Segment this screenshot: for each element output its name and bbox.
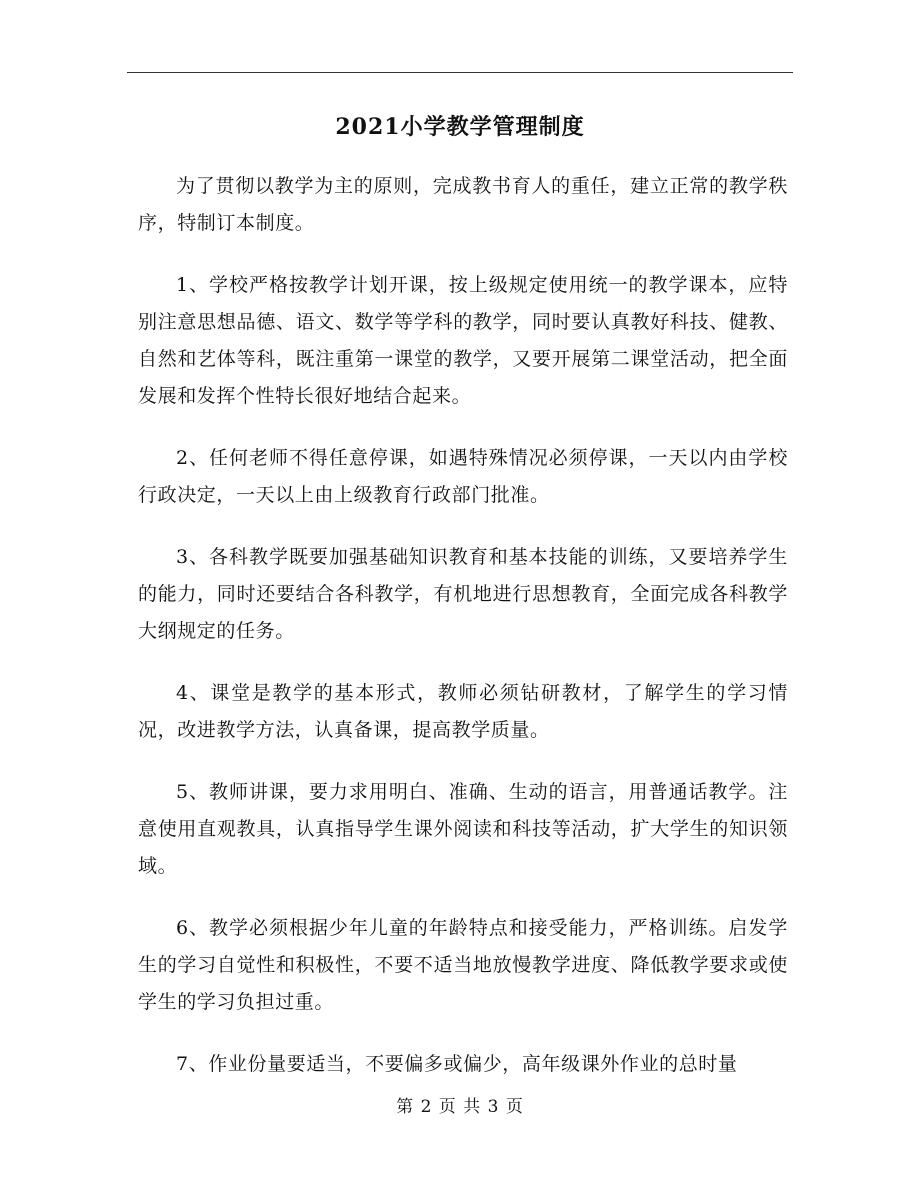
- page-footer: 第 2 页 共 3 页: [396, 1097, 524, 1117]
- paragraph-intro: 为了贯彻以教学为主的原则，完成教书育人的重任，建立正常的教学秩序，特制订本制度。: [138, 175, 788, 234]
- paragraph-rule-2: 2、任何老师不得任意停课，如遇特殊情况必须停课，一天以内由学校行政决定，一天以上由上级教育行政部门批准。: [138, 447, 788, 506]
- paragraph-rule-1: 1、学校严格按教学计划开课，按上级规定使用统一的教学课本，应特别注意思想品德、语文、数学等学科的教学，同时要认真教好科技、健教、自然和艺体等科，既注重第一课堂的教学，又要开展第二课堂活动，把全面发展和发挥个性特长很好地结合起来。: [138, 274, 788, 407]
- paragraph-rule-5: 5、教师讲课，要力求用明白、准确、生动的语言，用普通话教学。注意使用直观教具，认真指导学生课外阅读和科技等活动，扩大学生的知识领域。: [138, 781, 788, 877]
- paragraph-rule-4: 4、课堂是教学的基本形式，教师必须钻研教材，了解学生的学习情况，改进教学方法，认真备课，提高教学质量。: [138, 682, 788, 741]
- header-rule: [127, 72, 793, 73]
- paragraph-rule-3: 3、各科教学既要加强基础知识教育和基本技能的训练，又要培养学生的能力，同时还要结合各科教学，有机地进行思想教育，全面完成各科教学大纲规定的任务。: [138, 546, 788, 642]
- document-title: 2021小学教学管理制度: [335, 114, 585, 140]
- paragraph-rule-6: 6、教学必须根据少年儿童的年龄特点和接受能力，严格训练。启发学生的学习自觉性和积极性，不要不适当地放慢教学进度、降低教学要求或使学生的学习负担过重。: [138, 917, 788, 1013]
- paragraph-rule-7: 7、作业份量要适当，不要偏多或偏少，高年级课外作业的总时量: [176, 1053, 738, 1075]
- document-body: [138, 168, 788, 1108]
